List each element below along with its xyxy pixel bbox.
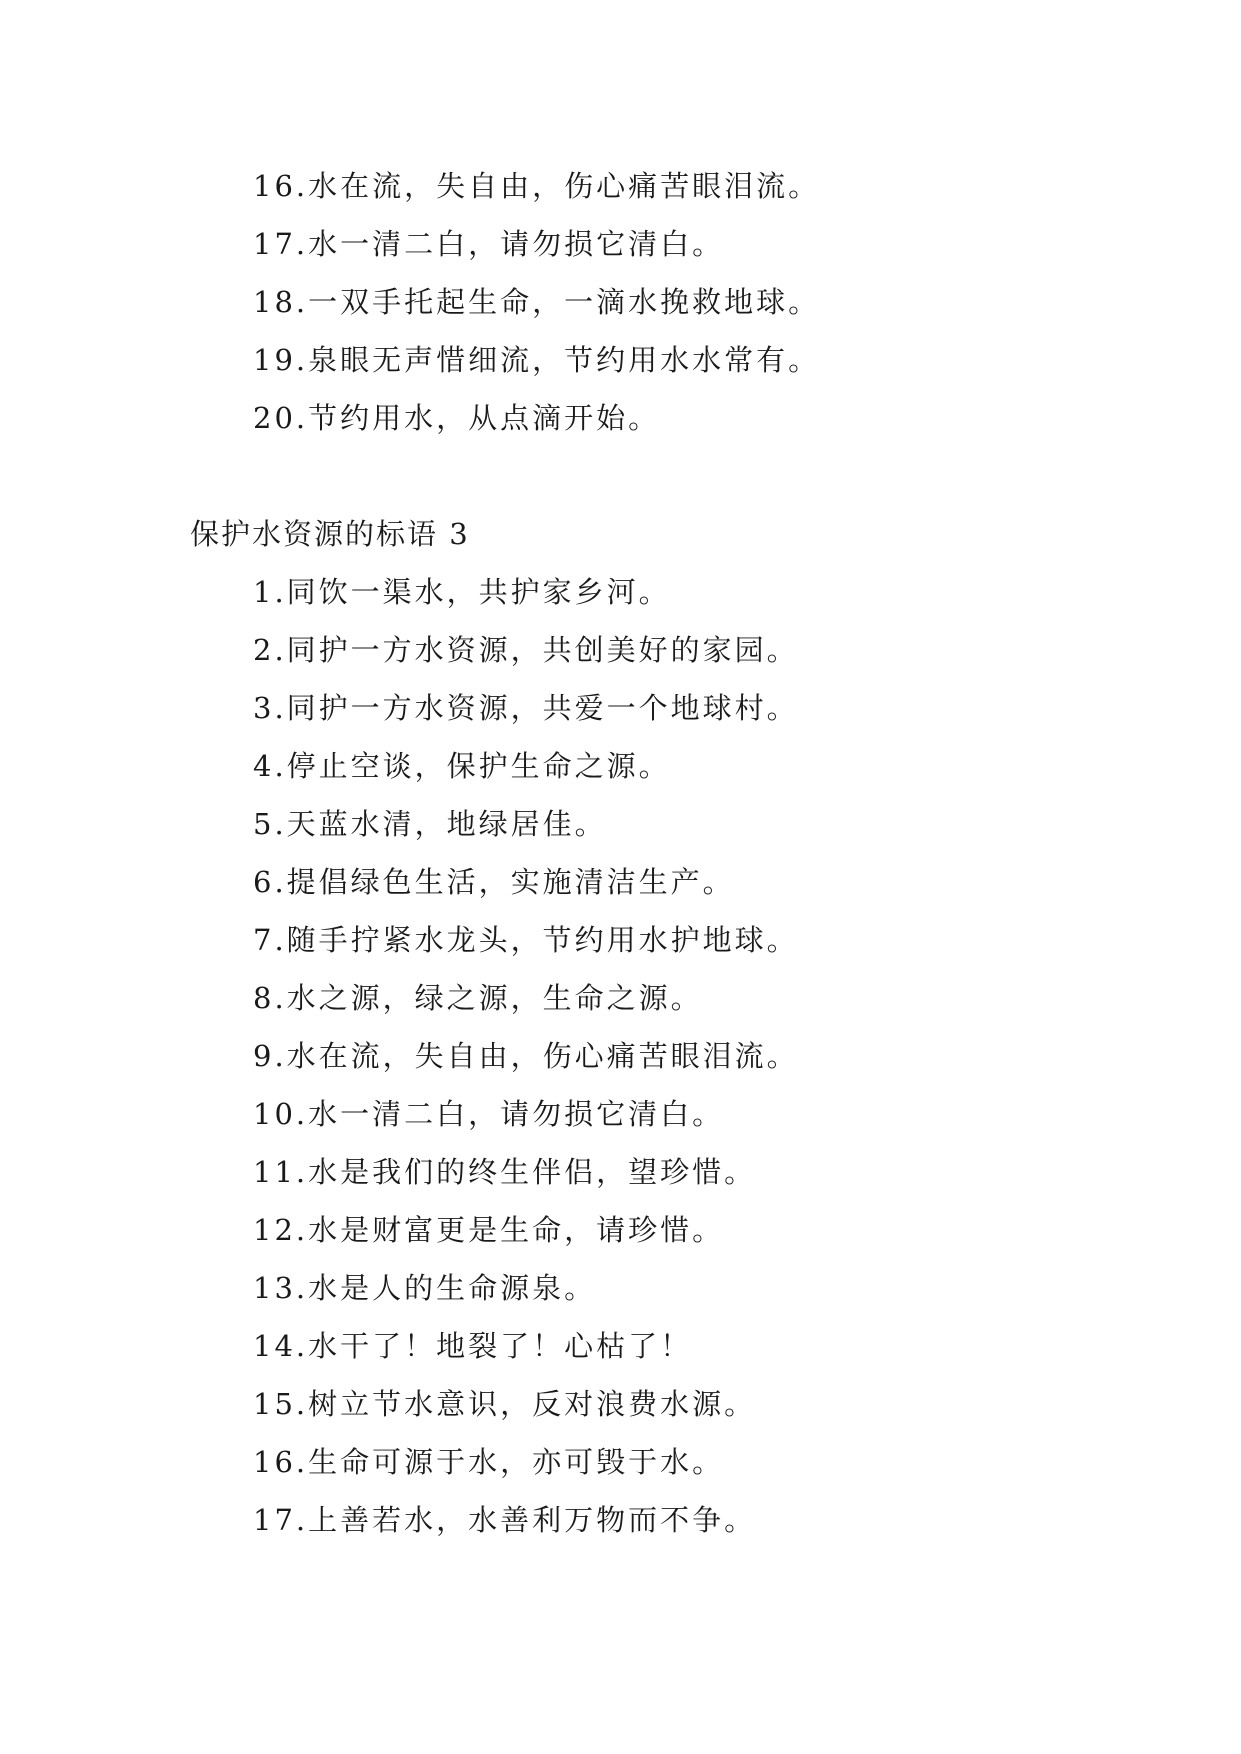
list-item: 20.节约用水，从点滴开始。 (253, 401, 661, 435)
list-item: 4.停止空谈，保护生命之源。 (253, 749, 671, 783)
list-item: 11.水是我们的终生伴侣，望珍惜。 (253, 1155, 757, 1189)
list-item: 15.树立节水意识，反对浪费水源。 (253, 1387, 757, 1421)
section-heading: 保护水资源的标语 3 (190, 517, 470, 551)
list-item: 5.天蓝水清，地绿居佳。 (253, 807, 607, 841)
list-item: 8.水之源，绿之源，生命之源。 (253, 981, 703, 1015)
list-item: 12.水是财富更是生命，请珍惜。 (253, 1213, 725, 1247)
list-item: 16.水在流，失自由，伤心痛苦眼泪流。 (253, 169, 821, 203)
list-item: 9.水在流，失自由，伤心痛苦眼泪流。 (253, 1039, 799, 1073)
list-item: 6.提倡绿色生活，实施清洁生产。 (253, 865, 735, 899)
list-item: 17.水一清二白，请勿损它清白。 (253, 227, 725, 261)
list-item: 14.水干了！地裂了！心枯了！ (253, 1329, 693, 1363)
list-item: 2.同护一方水资源，共创美好的家园。 (253, 633, 799, 667)
list-item: 13.水是人的生命源泉。 (253, 1271, 597, 1305)
list-item: 10.水一清二白，请勿损它清白。 (253, 1097, 725, 1131)
list-item: 3.同护一方水资源，共爱一个地球村。 (253, 691, 799, 725)
list-item: 18.一双手托起生命，一滴水挽救地球。 (253, 285, 821, 319)
list-item: 7.随手拧紧水龙头，节约用水护地球。 (253, 923, 799, 957)
list-item: 1.同饮一渠水，共护家乡河。 (253, 575, 671, 609)
list-item: 19.泉眼无声惜细流，节约用水水常有。 (253, 343, 821, 377)
list-item: 17.上善若水，水善利万物而不争。 (253, 1503, 757, 1537)
list-item: 16.生命可源于水，亦可毁于水。 (253, 1445, 725, 1479)
